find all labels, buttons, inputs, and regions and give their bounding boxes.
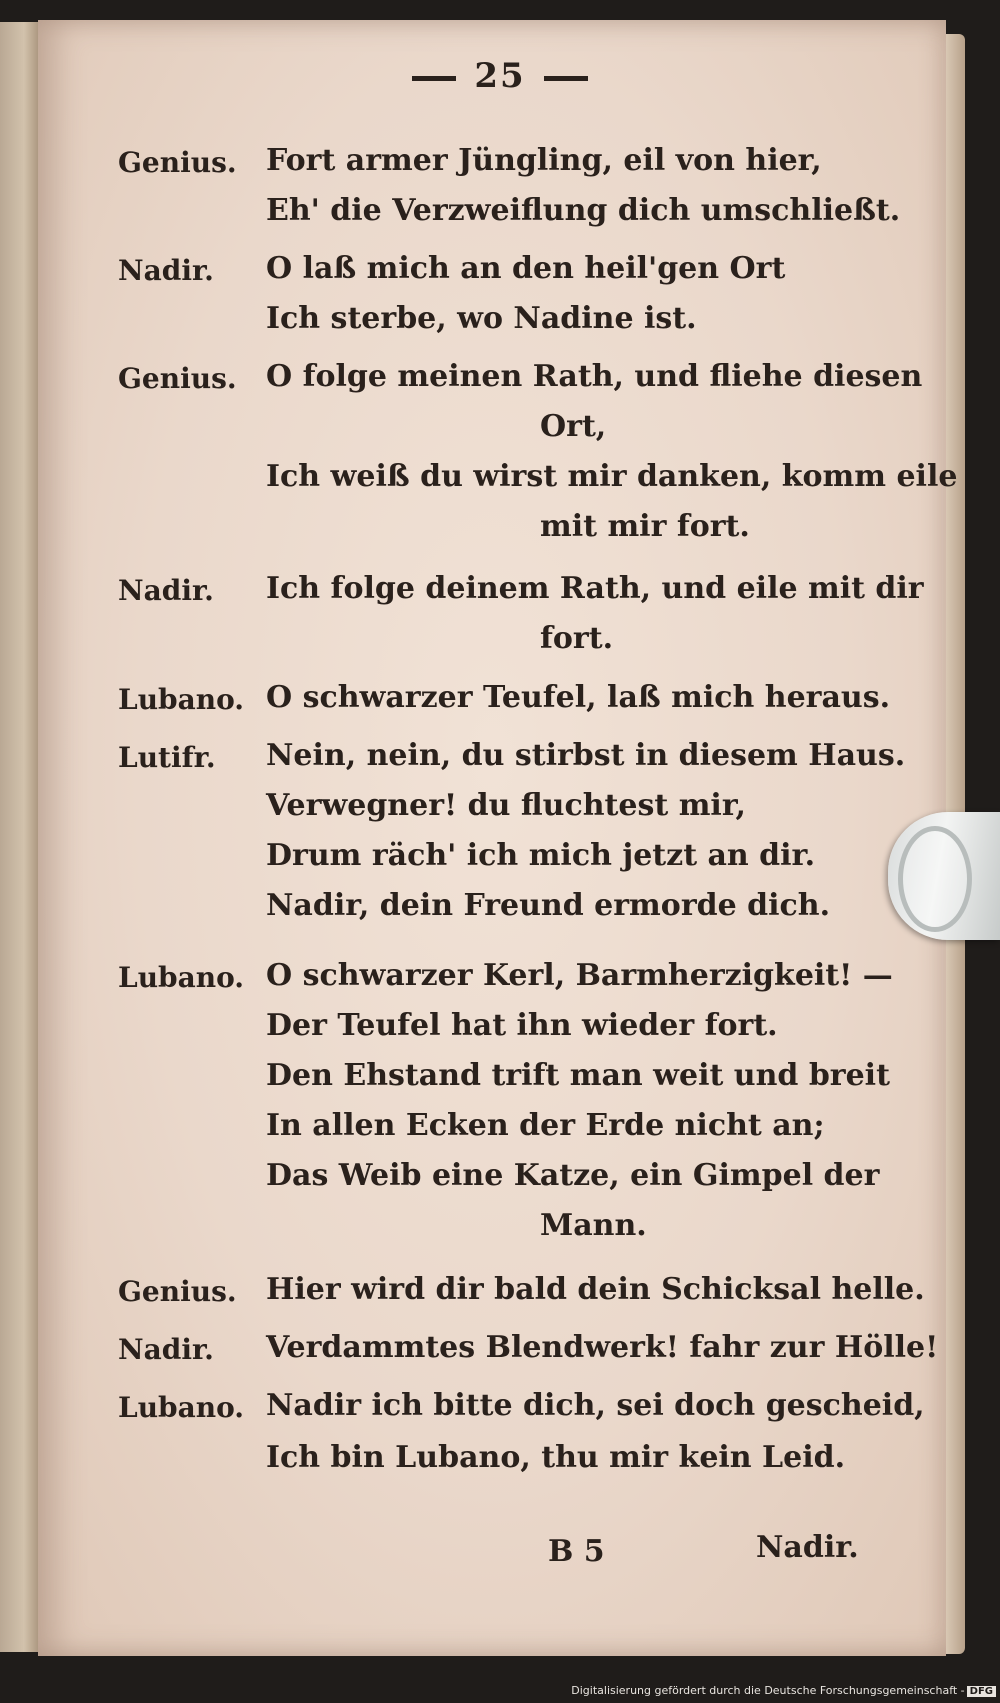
verse-line-2: Eh' die Verzweiflung dich umschließt. [266,193,901,228]
speaker-lubano-1: Lubano. [118,683,245,716]
speaker-lubano-2: Lubano. [118,961,245,994]
verse-line-25: Ich bin Lubano, thu mir kein Leid. [266,1440,846,1475]
verse-line-17: Der Teufel hat ihn wieder fort. [266,1008,778,1043]
verse-line-11: O schwarzer Teufel, laß mich heraus. [266,680,891,715]
verse-line-23: Verdammtes Blendwerk! fahr zur Hölle! [266,1330,939,1365]
verse-line-3: O laß mich an den heil'gen Ort [266,251,786,286]
verse-line-18: Den Ehstand trift man weit und breit [266,1058,890,1093]
speaker-genius-2: Genius. [118,362,237,395]
verse-line-8: mit mir fort. [540,509,750,544]
page-clip-ring [898,826,972,932]
left-page-edge [0,22,40,1652]
verse-line-4: Ich sterbe, wo Nadine ist. [266,301,697,336]
verse-line-14: Drum räch' ich mich jetzt an dir. [266,838,816,873]
verse-line-12: Nein, nein, du stirbst in diesem Haus. [266,738,906,773]
verse-line-9: Ich folge deinem Rath, und eile mit dir [266,571,924,606]
verse-line-21: Mann. [540,1208,647,1243]
speaker-nadir-1: Nadir. [118,254,214,287]
verse-line-15: Nadir, dein Freund ermorde dich. [266,888,831,923]
verse-line-16: O schwarzer Kerl, Barmherzigkeit! — [266,958,893,993]
page-number-value: 25 [474,56,526,96]
speaker-genius-1: Genius. [118,146,237,179]
speaker-lubano-3: Lubano. [118,1391,245,1424]
speaker-nadir-3: Nadir. [118,1333,214,1366]
catchword: Nadir. [756,1530,859,1565]
verse-line-7: Ich weiß du wirst mir danken, komm eile [266,459,958,494]
speaker-nadir-2: Nadir. [118,574,214,607]
speaker-genius-3: Genius. [118,1275,237,1308]
verse-line-20: Das Weib eine Katze, ein Gimpel der [266,1158,880,1193]
signature-mark: B 5 [548,1534,605,1569]
verse-line-5: O folge meinen Rath, und fliehe diesen [266,359,923,394]
credit-text: Digitalisierung gefördert durch die Deutsche Forschungsgemeinschaft - [571,1684,965,1697]
verse-line-19: In allen Ecken der Erde nicht an; [266,1108,825,1143]
verse-line-13: Verwegner! du fluchtest mir, [266,788,746,823]
left-dash [412,76,456,81]
verse-line-24: Nadir ich bitte dich, sei doch gescheid, [266,1388,925,1423]
digitization-credit [0,1684,1000,1697]
verse-line-1: Fort armer Jüngling, eil von hier, [266,143,822,178]
dfg-logo: DFG [967,1686,996,1697]
verse-line-22: Hier wird dir bald dein Schicksal helle. [266,1272,925,1307]
right-dash [544,76,588,81]
verse-line-6: Ort, [540,409,607,444]
speaker-lutifr: Lutifr. [118,741,216,774]
page-number [380,56,620,96]
verse-line-10: fort. [540,621,614,656]
